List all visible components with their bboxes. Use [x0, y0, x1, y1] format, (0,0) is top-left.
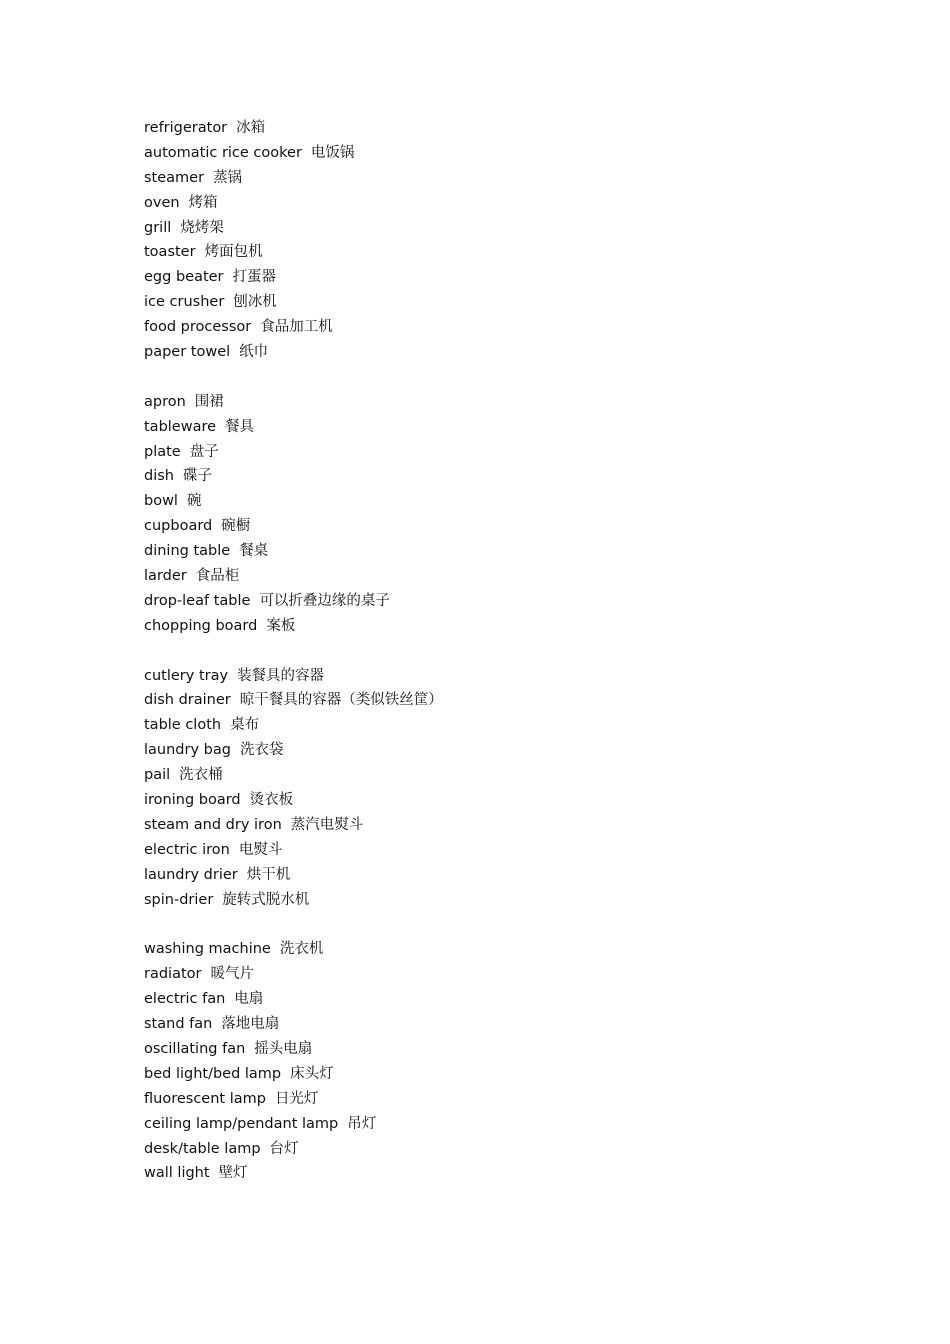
- vocab-entry: [144, 1037, 844, 1062]
- vocab-group-tableware: [144, 390, 844, 639]
- english-term: oven: [144, 194, 180, 211]
- vocab-entry: [144, 888, 844, 913]
- english-term: cupboard: [144, 518, 213, 535]
- vocab-entry: [144, 116, 844, 141]
- vocab-entry: [144, 514, 844, 539]
- english-term: tableware: [144, 418, 217, 435]
- vocab-entry: [144, 166, 844, 191]
- chinese-term: 电饭锅: [310, 144, 355, 161]
- vocab-entry: [144, 813, 844, 838]
- english-term: grill: [144, 219, 172, 236]
- vocab-entry: [144, 191, 844, 216]
- vocab-group-household-appliances: [144, 937, 844, 1186]
- english-term: refrigerator: [144, 120, 228, 136]
- vocab-entry: [144, 987, 844, 1012]
- chinese-term: 围裙: [194, 393, 224, 410]
- chinese-term: 烧烤架: [180, 219, 224, 236]
- chinese-term: 吊灯: [347, 1115, 377, 1132]
- chinese-term: 盘子: [189, 443, 219, 460]
- english-term: food processor: [144, 319, 252, 336]
- chinese-term: 纸巾: [239, 344, 269, 361]
- english-term: oscillating fan: [144, 1040, 246, 1057]
- chinese-term: 案板: [266, 617, 296, 634]
- english-term: ironing board: [144, 792, 241, 809]
- vocab-entry: [144, 838, 844, 863]
- vocab-entry: [144, 614, 844, 639]
- vocab-entry: [144, 788, 844, 813]
- english-term: electric iron: [144, 841, 230, 858]
- vocab-entry: [144, 1087, 844, 1112]
- vocab-entry: [144, 1112, 844, 1137]
- english-term: steamer: [144, 169, 205, 186]
- english-term: steam and dry iron: [144, 816, 282, 833]
- vocab-group-kitchen-appliances: [144, 116, 844, 365]
- vocab-group-laundry: [144, 664, 844, 913]
- english-term: radiator: [144, 966, 202, 983]
- chinese-term: 餐具: [225, 418, 255, 435]
- chinese-term: 装餐具的容器: [237, 667, 325, 684]
- vocab-entry: [144, 415, 844, 440]
- chinese-term: 桌布: [230, 717, 260, 734]
- chinese-term: 碗: [186, 493, 202, 510]
- vocab-entry: [144, 539, 844, 564]
- chinese-term: 烘干机: [246, 866, 291, 883]
- english-term: desk/table lamp: [144, 1140, 261, 1157]
- english-term: paper towel: [144, 344, 231, 361]
- vocab-entry: [144, 1012, 844, 1037]
- english-term: spin-drier: [144, 891, 214, 908]
- chinese-term: 床头灯: [290, 1065, 334, 1082]
- english-term: plate: [144, 443, 181, 460]
- english-term: toaster: [144, 244, 196, 261]
- vocab-entry: [144, 564, 844, 589]
- vocab-entry: [144, 1062, 844, 1087]
- chinese-term: 打蛋器: [232, 269, 277, 286]
- vocab-entry: [144, 290, 844, 315]
- vocab-entry: [144, 440, 844, 465]
- english-term: ceiling lamp/pendant lamp: [144, 1115, 339, 1132]
- english-term: automatic rice cooker: [144, 144, 302, 161]
- vocab-entry: [144, 713, 844, 738]
- english-term: pail: [144, 767, 171, 784]
- english-term: ice crusher: [144, 294, 225, 311]
- chinese-term: 冰箱: [236, 120, 266, 136]
- english-term: wall light: [144, 1165, 210, 1182]
- vocab-entry: [144, 1137, 844, 1162]
- vocab-entry: [144, 738, 844, 763]
- vocab-entry: [144, 315, 844, 340]
- chinese-term: 蒸锅: [213, 169, 243, 186]
- chinese-term: 日光灯: [274, 1090, 319, 1107]
- chinese-term: 烫衣板: [249, 792, 294, 809]
- chinese-term: 摇头电扇: [254, 1040, 313, 1057]
- chinese-term: 蒸汽电熨斗: [290, 816, 364, 833]
- vocab-entry: [144, 141, 844, 166]
- chinese-term: 电熨斗: [238, 841, 283, 858]
- vocab-entry: [144, 763, 844, 788]
- english-term: egg beater: [144, 269, 224, 286]
- chinese-term: 刨冰机: [233, 294, 277, 311]
- english-term: electric fan: [144, 991, 226, 1008]
- chinese-term: 旋转式脱水机: [222, 891, 310, 908]
- chinese-term: 烤箱: [188, 194, 218, 211]
- vocab-entry: [144, 240, 844, 265]
- english-term: washing machine: [144, 941, 271, 958]
- chinese-term: 餐桌: [239, 543, 269, 560]
- vocab-entry: [144, 1161, 844, 1186]
- vocab-entry: [144, 489, 844, 514]
- english-term: dish drainer: [144, 692, 231, 709]
- vocab-entry: [144, 390, 844, 415]
- english-term: cutlery tray: [144, 667, 229, 684]
- vocab-entry: [144, 937, 844, 962]
- english-term: table cloth: [144, 717, 222, 734]
- chinese-term: 可以折叠边缘的桌子: [259, 592, 390, 609]
- chinese-term: 食品加工机: [260, 319, 333, 336]
- vocab-entry: [144, 863, 844, 888]
- english-term: larder: [144, 568, 187, 585]
- english-term: laundry bag: [144, 742, 231, 759]
- chinese-term: 暖气片: [210, 966, 254, 983]
- vocab-entry: [144, 589, 844, 614]
- english-term: bowl: [144, 493, 178, 510]
- vocab-entry: [144, 664, 844, 689]
- vocab-entry: [144, 688, 844, 713]
- vocab-entry: [144, 265, 844, 290]
- vocab-entry: [144, 340, 844, 365]
- chinese-term: 食品柜: [195, 568, 240, 585]
- english-term: dining table: [144, 543, 231, 560]
- vocab-entry: [144, 962, 844, 987]
- english-term: apron: [144, 393, 186, 410]
- vocab-entry: [144, 216, 844, 241]
- english-term: dish: [144, 468, 174, 485]
- chinese-term: 洗衣桶: [179, 767, 223, 784]
- vocabulary-list: [144, 116, 844, 1211]
- chinese-term: 晾干餐具的容器（类似铁丝筐）: [239, 692, 443, 709]
- chinese-term: 落地电扇: [221, 1016, 280, 1033]
- chinese-term: 碗橱: [221, 518, 251, 535]
- english-term: chopping board: [144, 617, 258, 634]
- chinese-term: 电扇: [234, 991, 264, 1008]
- vocab-entry: [144, 464, 844, 489]
- english-term: laundry drier: [144, 866, 238, 883]
- chinese-term: 烤面包机: [204, 244, 263, 261]
- chinese-term: 洗衣机: [279, 941, 324, 958]
- english-term: stand fan: [144, 1016, 213, 1033]
- chinese-term: 碟子: [182, 468, 212, 485]
- chinese-term: 壁灯: [218, 1165, 248, 1182]
- english-term: drop-leaf table: [144, 592, 251, 609]
- chinese-term: 台灯: [269, 1140, 299, 1157]
- chinese-term: 洗衣袋: [239, 742, 284, 759]
- english-term: bed light/bed lamp: [144, 1065, 282, 1082]
- english-term: fluorescent lamp: [144, 1090, 266, 1107]
